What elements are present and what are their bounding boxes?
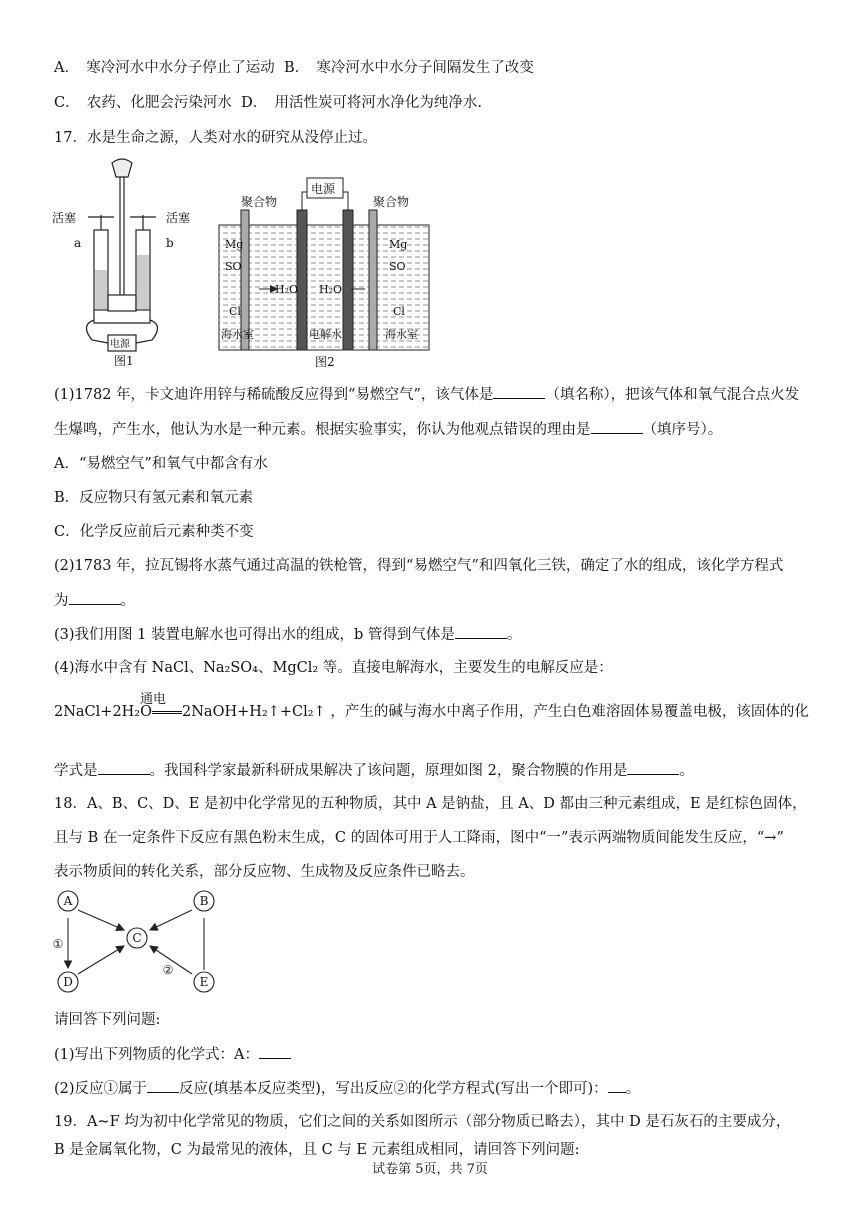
answer-blank[interactable] [591, 419, 643, 434]
q19-line2: B 是金属氧化物，C 为最常见的液体，且 C 与 E 元素组成相同，请回答下列问题: [54, 1142, 580, 1158]
option-line-cd [54, 93, 482, 113]
q19-line1: 19．A~F 均为初中化学常见的物质，它们之间的关系如图所示（部分物质已略去），其中 D 是石灰石的主要成分， [54, 1114, 791, 1130]
q17-p5-text-a: 学式是 [54, 763, 98, 779]
fig1-left-stopcock-label: 活塞 [52, 211, 77, 225]
electrolysis-equation [54, 700, 809, 721]
node-d: D [63, 975, 73, 989]
fig1-power-label: 电源 [110, 339, 130, 350]
fig2-ion-cl-right: Cl [393, 305, 405, 318]
answer-blank[interactable] [98, 760, 150, 775]
node-e: E [199, 975, 209, 989]
fig2-polymer-right: 聚合物 [373, 195, 410, 209]
fig2-ion-mg-left: Mg [225, 238, 244, 251]
q18-s2-text-a: (2)反应①属于 [54, 1081, 148, 1097]
option-b: B． 寒冷河水中水分子间隔发生了改变 [283, 60, 534, 76]
q17-p1-text-b: （填名称），把该气体和氧气混合点火发 [545, 387, 800, 403]
q17-option-a: A．“易燃空气”和氧气中都含有水 [54, 456, 268, 472]
q17-p1-text-d: （填序号）。 [642, 422, 723, 438]
q17-p1-text-a: (1)1782 年，卡文迪许用锌与稀硫酸反应得到“易燃空气”，该气体是 [54, 387, 494, 403]
q17-part1-line1 [54, 384, 799, 405]
fig2-power-label: 电源 [311, 182, 336, 196]
q17-part2-line1: (2)1783 年，拉瓦锡将水蒸气通过高温的铁枪管，得到“易燃空气”和四氧化三铁，确定了水的组成，该化学方程式 [54, 558, 784, 574]
fig2-caption: 图2 [315, 355, 335, 369]
fig1-caption: 图1 [114, 354, 134, 368]
fig2-room-right: 海水室 [385, 328, 418, 341]
q17-p2-text-c: 。 [120, 593, 135, 609]
q18-s2-text-c: 。 [625, 1081, 641, 1097]
answer-blank[interactable] [69, 590, 121, 605]
fig2-ion-so-left: SO [225, 260, 242, 273]
q17-stem: 17．水是生命之源，人类对水的研究从没停止过。 [54, 130, 377, 146]
equation-products: 2NaOH+H₂↑+Cl₂↑ [182, 704, 326, 720]
option-line-ab [54, 58, 534, 78]
q17-p5-text-b: 。我国科学家最新科研成果解决了该问题，原理如图 2，聚合物膜的作用是 [149, 763, 628, 779]
fig2-water-left: H₂O [275, 283, 299, 296]
option-a: A． 寒冷河水中水分子停止了运动 [54, 60, 275, 76]
q18-stem-line3: 表示物质间的转化关系，部分反应物、生成物及反应条件已略去。 [54, 864, 475, 880]
q17-part1-line2 [54, 419, 722, 440]
fig2-ion-cl-left: Cl [229, 305, 241, 318]
reaction-condition: 通电 [140, 692, 167, 707]
q17-p5-text-c: 。 [679, 763, 694, 779]
q18-sub1 [54, 1044, 291, 1065]
q17-part4: (4)海水中含有 NaCl、Na₂SO₄、MgCl₂ 等。直接电解海水，主要发生的电解反应是： [54, 660, 613, 676]
fig2-water-right: H₂O [319, 283, 343, 296]
node-a: A [63, 894, 73, 908]
q17-p3-text-a: (3)我们用图 1 装置电解水也可得出水的组成，b 管得到气体是 [54, 627, 455, 643]
fig2-ion-so-right: SO [389, 260, 406, 273]
fig2-ion-mg-right: Mg [389, 238, 408, 251]
answer-blank[interactable] [455, 624, 507, 639]
fig2-polymer-left: 聚合物 [241, 195, 278, 209]
answer-blank[interactable] [608, 1078, 626, 1093]
option-d: D． 用活性炭可将河水净化为纯净水. [241, 95, 483, 111]
answer-blank[interactable] [493, 384, 545, 399]
q17-part2-line2 [54, 590, 135, 611]
q18-prompt: 请回答下列问题: [54, 1012, 161, 1028]
q17-p3-text-b: 。 [506, 627, 522, 643]
q17-option-c: C．化学反应前后元素种类不变 [54, 524, 254, 540]
q18-stem-line1: 18．A、B、C、D、E 是初中化学常见的五种物质，其中 A 是钠盐，且 A、D 都由三种元素组成，E 是红棕色固体， [54, 796, 807, 812]
q18-relationship-diagram [50, 888, 230, 998]
node-b: B [199, 894, 209, 908]
q17-option-b: B．反应物只有氢元素和氧元素 [54, 490, 254, 506]
answer-blank[interactable] [147, 1078, 179, 1093]
answer-blank[interactable] [627, 760, 679, 775]
fig1-right-stopcock-label: 活塞 [166, 211, 191, 225]
q18-stem-line2: 且与 B 在一定条件下反应有黑色粉末生成，C 的固体可用于人工降雨，图中“一”表示两端物质间能发生反应，“→” [54, 830, 784, 846]
figure-2-seawater-electrolysis [215, 170, 435, 370]
q18-sub2 [54, 1078, 640, 1099]
fig1-tube-a-label: a [74, 236, 82, 250]
q18-s1-text: (1)写出下列物质的化学式：A： [54, 1047, 260, 1063]
reaction-2-label: ② [162, 963, 174, 977]
q18-s2-text-b: 反应(填基本反应类型)，写出反应②的化学方程式(写出一个即可)： [179, 1081, 608, 1097]
option-c: C． 农药、化肥会污染河水 [54, 95, 232, 111]
reaction-1-label: ① [52, 937, 64, 951]
equation-tail-text: ，产生的碱与海水中离子作用，产生白色难溶固体易覆盖电极，该固体的化 [330, 704, 809, 720]
q17-p2-text-b: 为 [54, 593, 69, 609]
fig2-room-left: 海水室 [221, 328, 254, 341]
q17-part5 [54, 760, 694, 781]
q17-part3 [54, 624, 521, 645]
fig2-room-mid: 电解水 [309, 328, 342, 341]
q17-p1-text-c: 生爆鸣，产生水，他认为水是一种元素。根据实验事实，你认为他观点错误的理由是 [54, 422, 591, 438]
fig1-tube-b-label: b [166, 236, 174, 250]
figure-1-electrolysis-apparatus [50, 155, 200, 370]
equation-equals-sign [152, 711, 182, 714]
answer-blank[interactable] [259, 1044, 291, 1059]
equation-reactants: 2NaCl+2H₂O [54, 704, 153, 720]
page-footer: 试卷第 5页，共 7页 [372, 1162, 488, 1177]
node-c: C [132, 931, 142, 945]
